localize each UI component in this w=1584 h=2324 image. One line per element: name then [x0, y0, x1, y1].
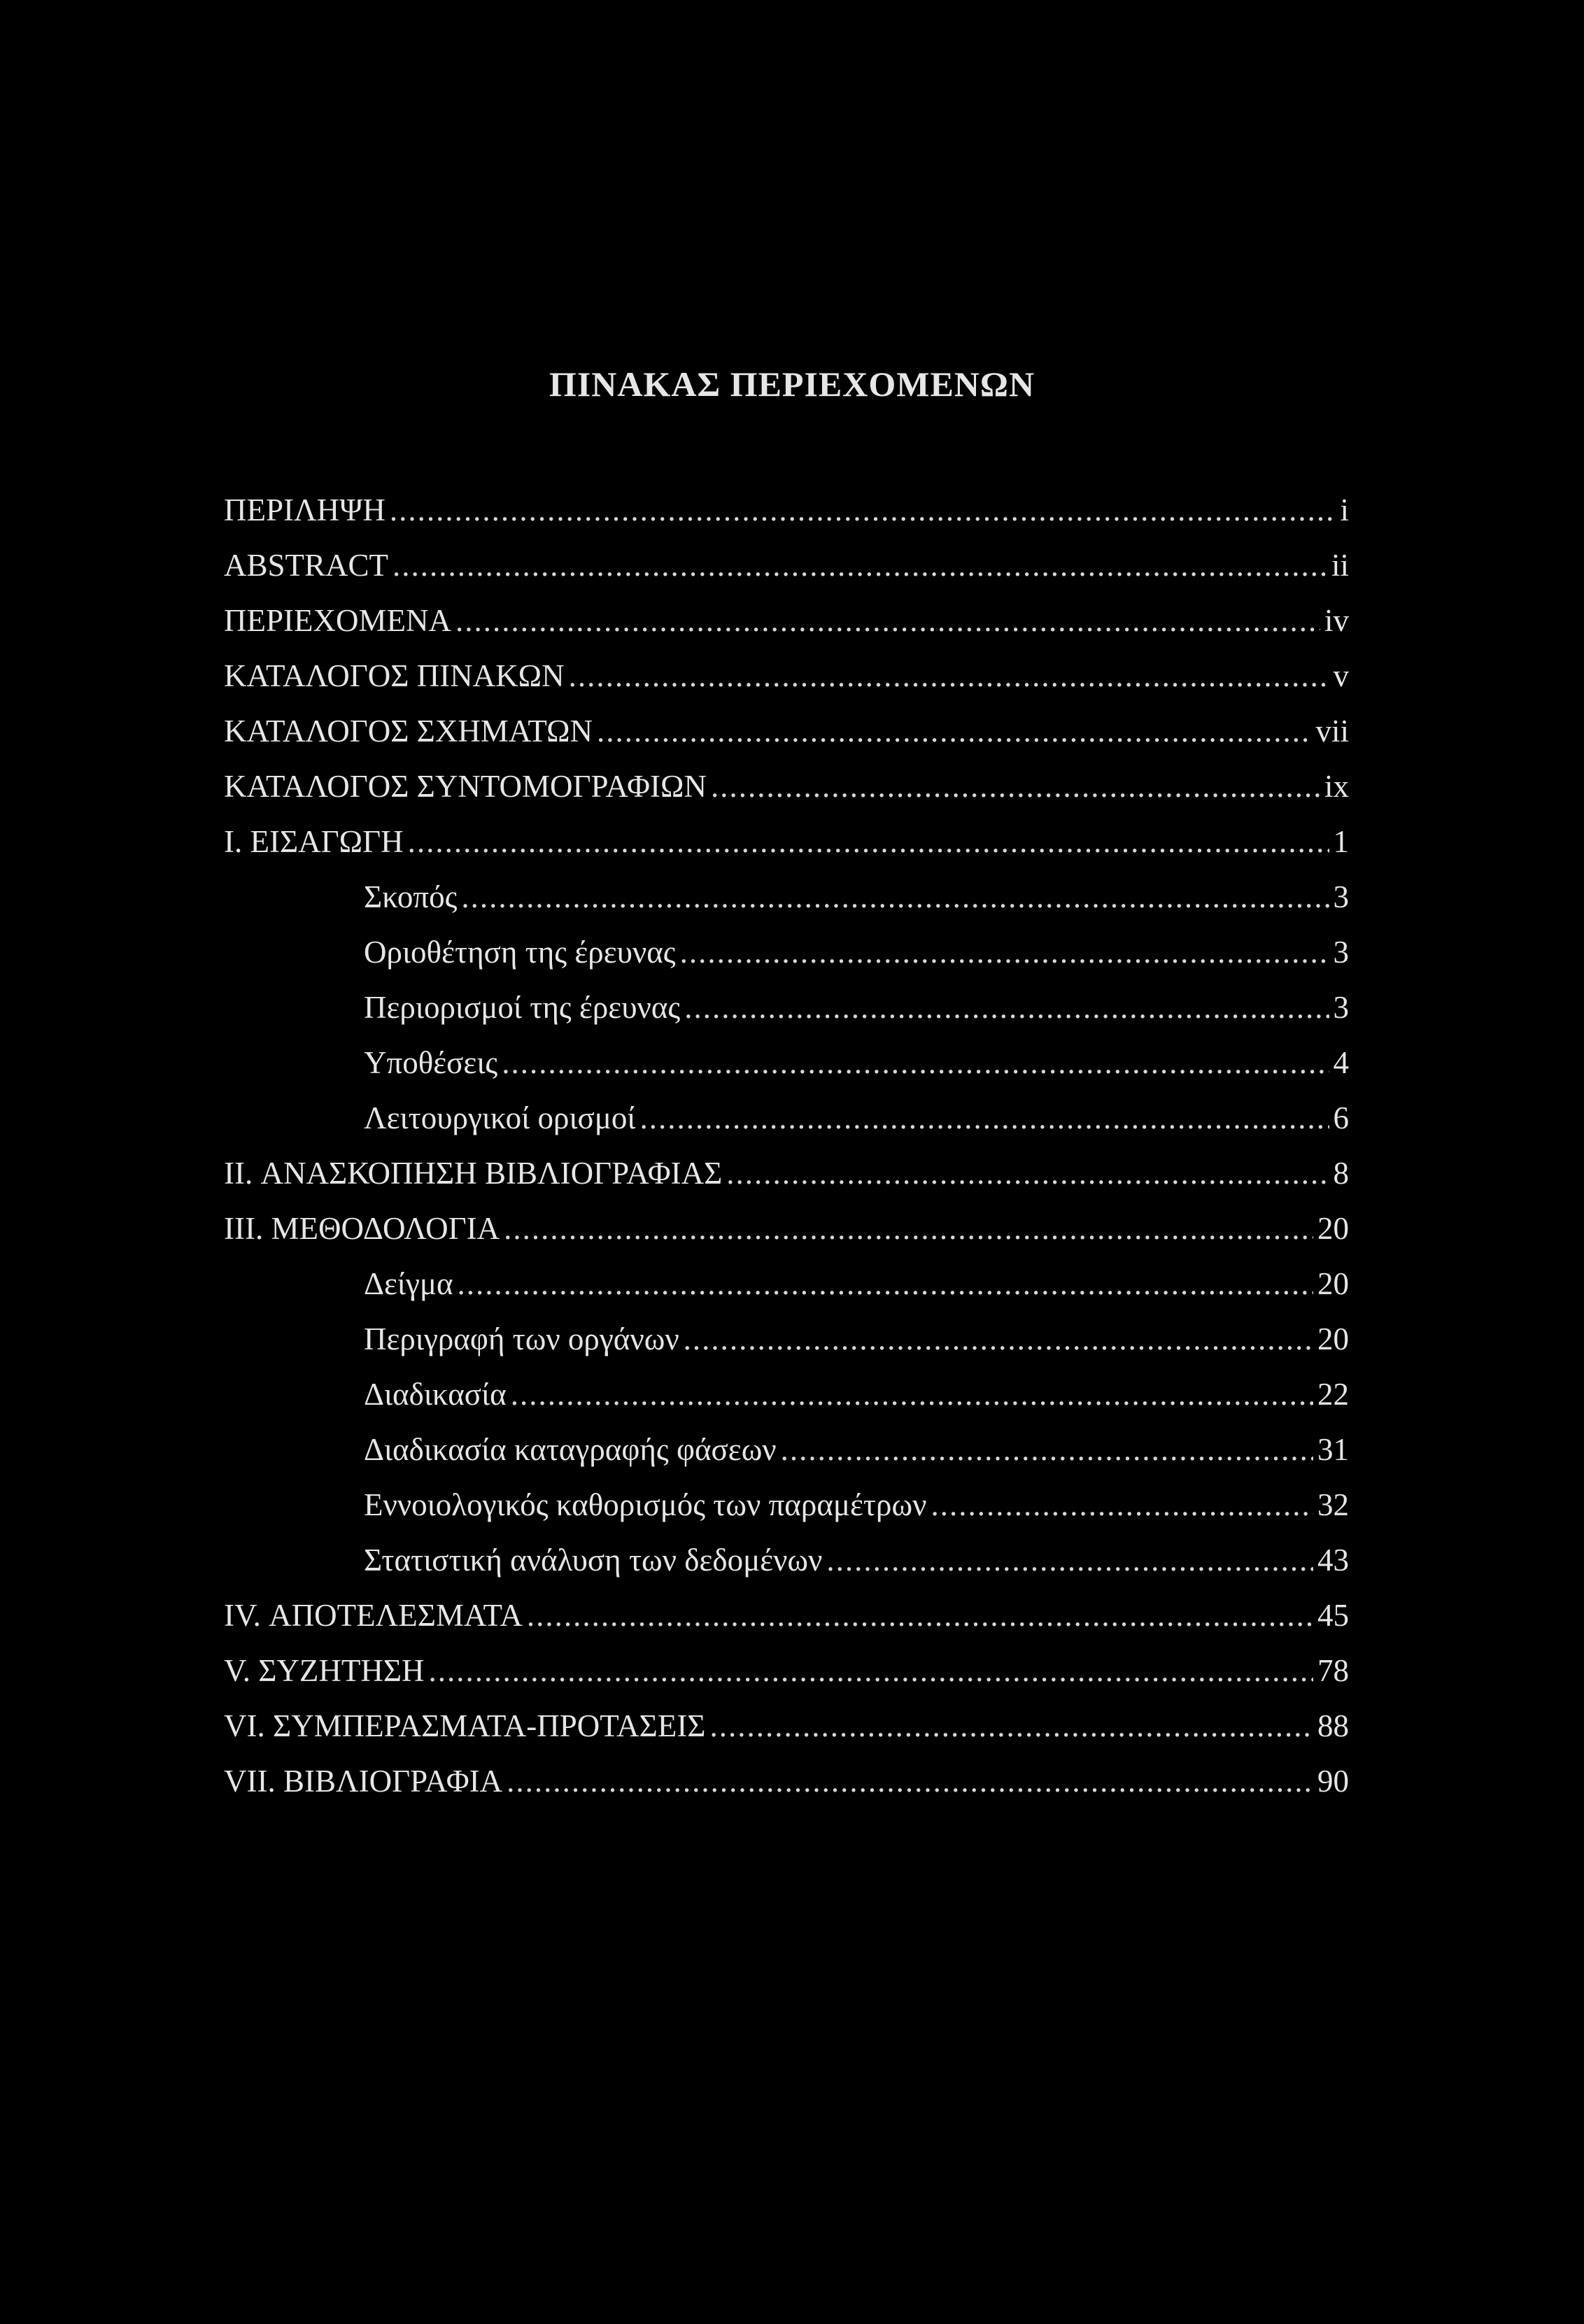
toc-dot-leader — [726, 1146, 1329, 1201]
toc-entry — [224, 1478, 1349, 1533]
toc-entry — [224, 1699, 1349, 1754]
toc-entry-page: 3 — [1333, 879, 1349, 914]
toc-dot-leader — [680, 925, 1329, 980]
toc-entry — [224, 1201, 1349, 1256]
toc-entry-page: 1 — [1333, 824, 1349, 859]
toc-dot-leader — [507, 1754, 1313, 1809]
toc-entry — [224, 1367, 1349, 1422]
toc-entry-label: Περιγραφή των οργάνων — [364, 1322, 679, 1356]
toc-entry-page: ii — [1331, 548, 1349, 583]
toc-dot-leader — [390, 483, 1336, 538]
toc-dot-leader — [393, 538, 1327, 593]
toc-entry-label: Σκοπός — [364, 879, 458, 914]
toc-entry — [224, 538, 1349, 593]
toc-entry-page: 78 — [1317, 1653, 1349, 1688]
toc-entry — [224, 1035, 1349, 1091]
toc-entry-page: 6 — [1333, 1100, 1349, 1135]
toc-entry — [224, 759, 1349, 814]
toc-entry-page: 22 — [1317, 1377, 1349, 1412]
toc-entry — [224, 1422, 1349, 1478]
toc-entry-label: ΚΑΤΑΛΟΓΟΣ ΠΙΝΑΚΩΝ — [224, 658, 565, 693]
toc-entry-page: 20 — [1317, 1322, 1349, 1356]
toc-dot-leader — [527, 1588, 1313, 1643]
toc-entry-label: VI. ΣΥΜΠΕΡΑΣΜΑΤΑ-ΠΡΟΤΑΣΕΙΣ — [224, 1708, 706, 1743]
toc-entry — [224, 483, 1349, 538]
toc-entry-page: 43 — [1317, 1543, 1349, 1578]
toc-entry-page: i — [1340, 493, 1349, 527]
toc-entry-label: ABSTRACT — [224, 548, 389, 583]
toc-entry-page: iv — [1324, 603, 1349, 638]
toc-entry-label: IV. ΑΠΟΤΕΛΕΣΜΑΤΑ — [224, 1598, 523, 1633]
toc-entry — [224, 814, 1349, 870]
toc-entry — [224, 1754, 1349, 1809]
toc-entry — [224, 1588, 1349, 1643]
toc-entry-label: Διαδικασία — [364, 1377, 507, 1412]
toc-entry — [224, 649, 1349, 704]
toc-entry — [224, 1533, 1349, 1588]
toc-dot-leader — [710, 1699, 1314, 1754]
toc-entry-label: Διαδικασία καταγραφής φάσεων — [364, 1432, 777, 1467]
toc-entry-label: Υποθέσεις — [364, 1045, 498, 1080]
toc-dot-leader — [931, 1478, 1313, 1533]
toc-entry-page: 88 — [1317, 1708, 1349, 1743]
toc-entry — [224, 980, 1349, 1035]
toc-entry-page: 90 — [1317, 1764, 1349, 1799]
toc-entry-page: 20 — [1317, 1266, 1349, 1301]
toc-dot-leader — [461, 870, 1329, 925]
toc-entry-label: ΚΑΤΑΛΟΓΟΣ ΣΥΝΤΟΜΟΓΡΑΦΙΩΝ — [224, 769, 707, 804]
toc-dot-leader — [640, 1091, 1329, 1146]
toc-dot-leader — [781, 1422, 1313, 1478]
toc-dot-leader — [569, 649, 1329, 704]
toc-entry-label: Λειτουργικοί ορισμοί — [364, 1100, 636, 1135]
toc-entry-page: 32 — [1317, 1487, 1349, 1522]
toc-entry-label: Οριοθέτηση της έρευνας — [364, 935, 676, 970]
toc-entry — [224, 925, 1349, 980]
toc-dot-leader — [455, 593, 1320, 649]
toc-entry-label: II. ΑΝΑΣΚΟΠΗΣΗ ΒΙΒΛΙΟΓΡΑΦΙΑΣ — [224, 1156, 723, 1191]
toc-dot-leader — [597, 704, 1311, 759]
toc-dot-leader — [826, 1533, 1313, 1588]
toc-entry-page: 20 — [1317, 1211, 1349, 1246]
toc-entry-label: VII. ΒΙΒΛΙΟΓΡΑΦΙΑ — [224, 1764, 503, 1799]
toc-entry — [224, 870, 1349, 925]
toc-dot-leader — [502, 1035, 1329, 1091]
toc-entry — [224, 593, 1349, 649]
toc-entry-page: 3 — [1333, 935, 1349, 970]
toc-entry — [224, 1256, 1349, 1312]
toc-entry-page: vii — [1315, 714, 1349, 749]
toc-entry — [224, 704, 1349, 759]
toc-entry-label: ΚΑΤΑΛΟΓΟΣ ΣΧΗΜΑΤΩΝ — [224, 714, 593, 749]
toc-dot-leader — [429, 1643, 1313, 1699]
toc-dot-leader — [458, 1256, 1313, 1312]
toc-entry-label: Δείγμα — [364, 1266, 453, 1301]
toc-entry-label: V. ΣΥΖΗΤΗΣΗ — [224, 1653, 425, 1688]
toc-dot-leader — [684, 980, 1329, 1035]
toc-entry-label: Στατιστική ανάλυση των δεδομένων — [364, 1543, 823, 1578]
toc-entry-page: 8 — [1333, 1156, 1349, 1191]
toc-entry — [224, 1643, 1349, 1699]
toc-entry-page: 31 — [1317, 1432, 1349, 1467]
toc-entry-label: ΠΕΡΙΛΗΨΗ — [224, 493, 386, 527]
toc-title: ΠΙΝΑΚΑΣ ΠΕΡΙΕΧΟΜΕΝΩΝ — [549, 364, 1035, 404]
toc-entry-page: 45 — [1317, 1598, 1349, 1633]
toc-dot-leader — [504, 1201, 1313, 1256]
toc-list — [224, 483, 1349, 1809]
toc-entry-label: I. ΕΙΣΑΓΩΓΗ — [224, 824, 404, 859]
toc-entry-page: v — [1333, 658, 1349, 693]
toc-dot-leader — [711, 759, 1320, 814]
toc-dot-leader — [511, 1367, 1313, 1422]
toc-dot-leader — [408, 814, 1329, 870]
toc-entry — [224, 1146, 1349, 1201]
toc-entry-label: ΠΕΡΙΕΧΟΜΕΝΑ — [224, 603, 451, 638]
toc-entry-page: 3 — [1333, 990, 1349, 1025]
toc-entry-label: Περιορισμοί της έρευνας — [364, 990, 681, 1025]
toc-dot-leader — [684, 1312, 1313, 1367]
toc-entry-page: 4 — [1333, 1045, 1349, 1080]
toc-entry-label: Εννοιολογικός καθορισμός των παραμέτρων — [364, 1487, 927, 1522]
toc-entry — [224, 1312, 1349, 1367]
toc-entry-label: III. ΜΕΘΟΔΟΛΟΓΙΑ — [224, 1211, 500, 1246]
toc-entry — [224, 1091, 1349, 1146]
toc-entry-page: ix — [1324, 769, 1349, 804]
